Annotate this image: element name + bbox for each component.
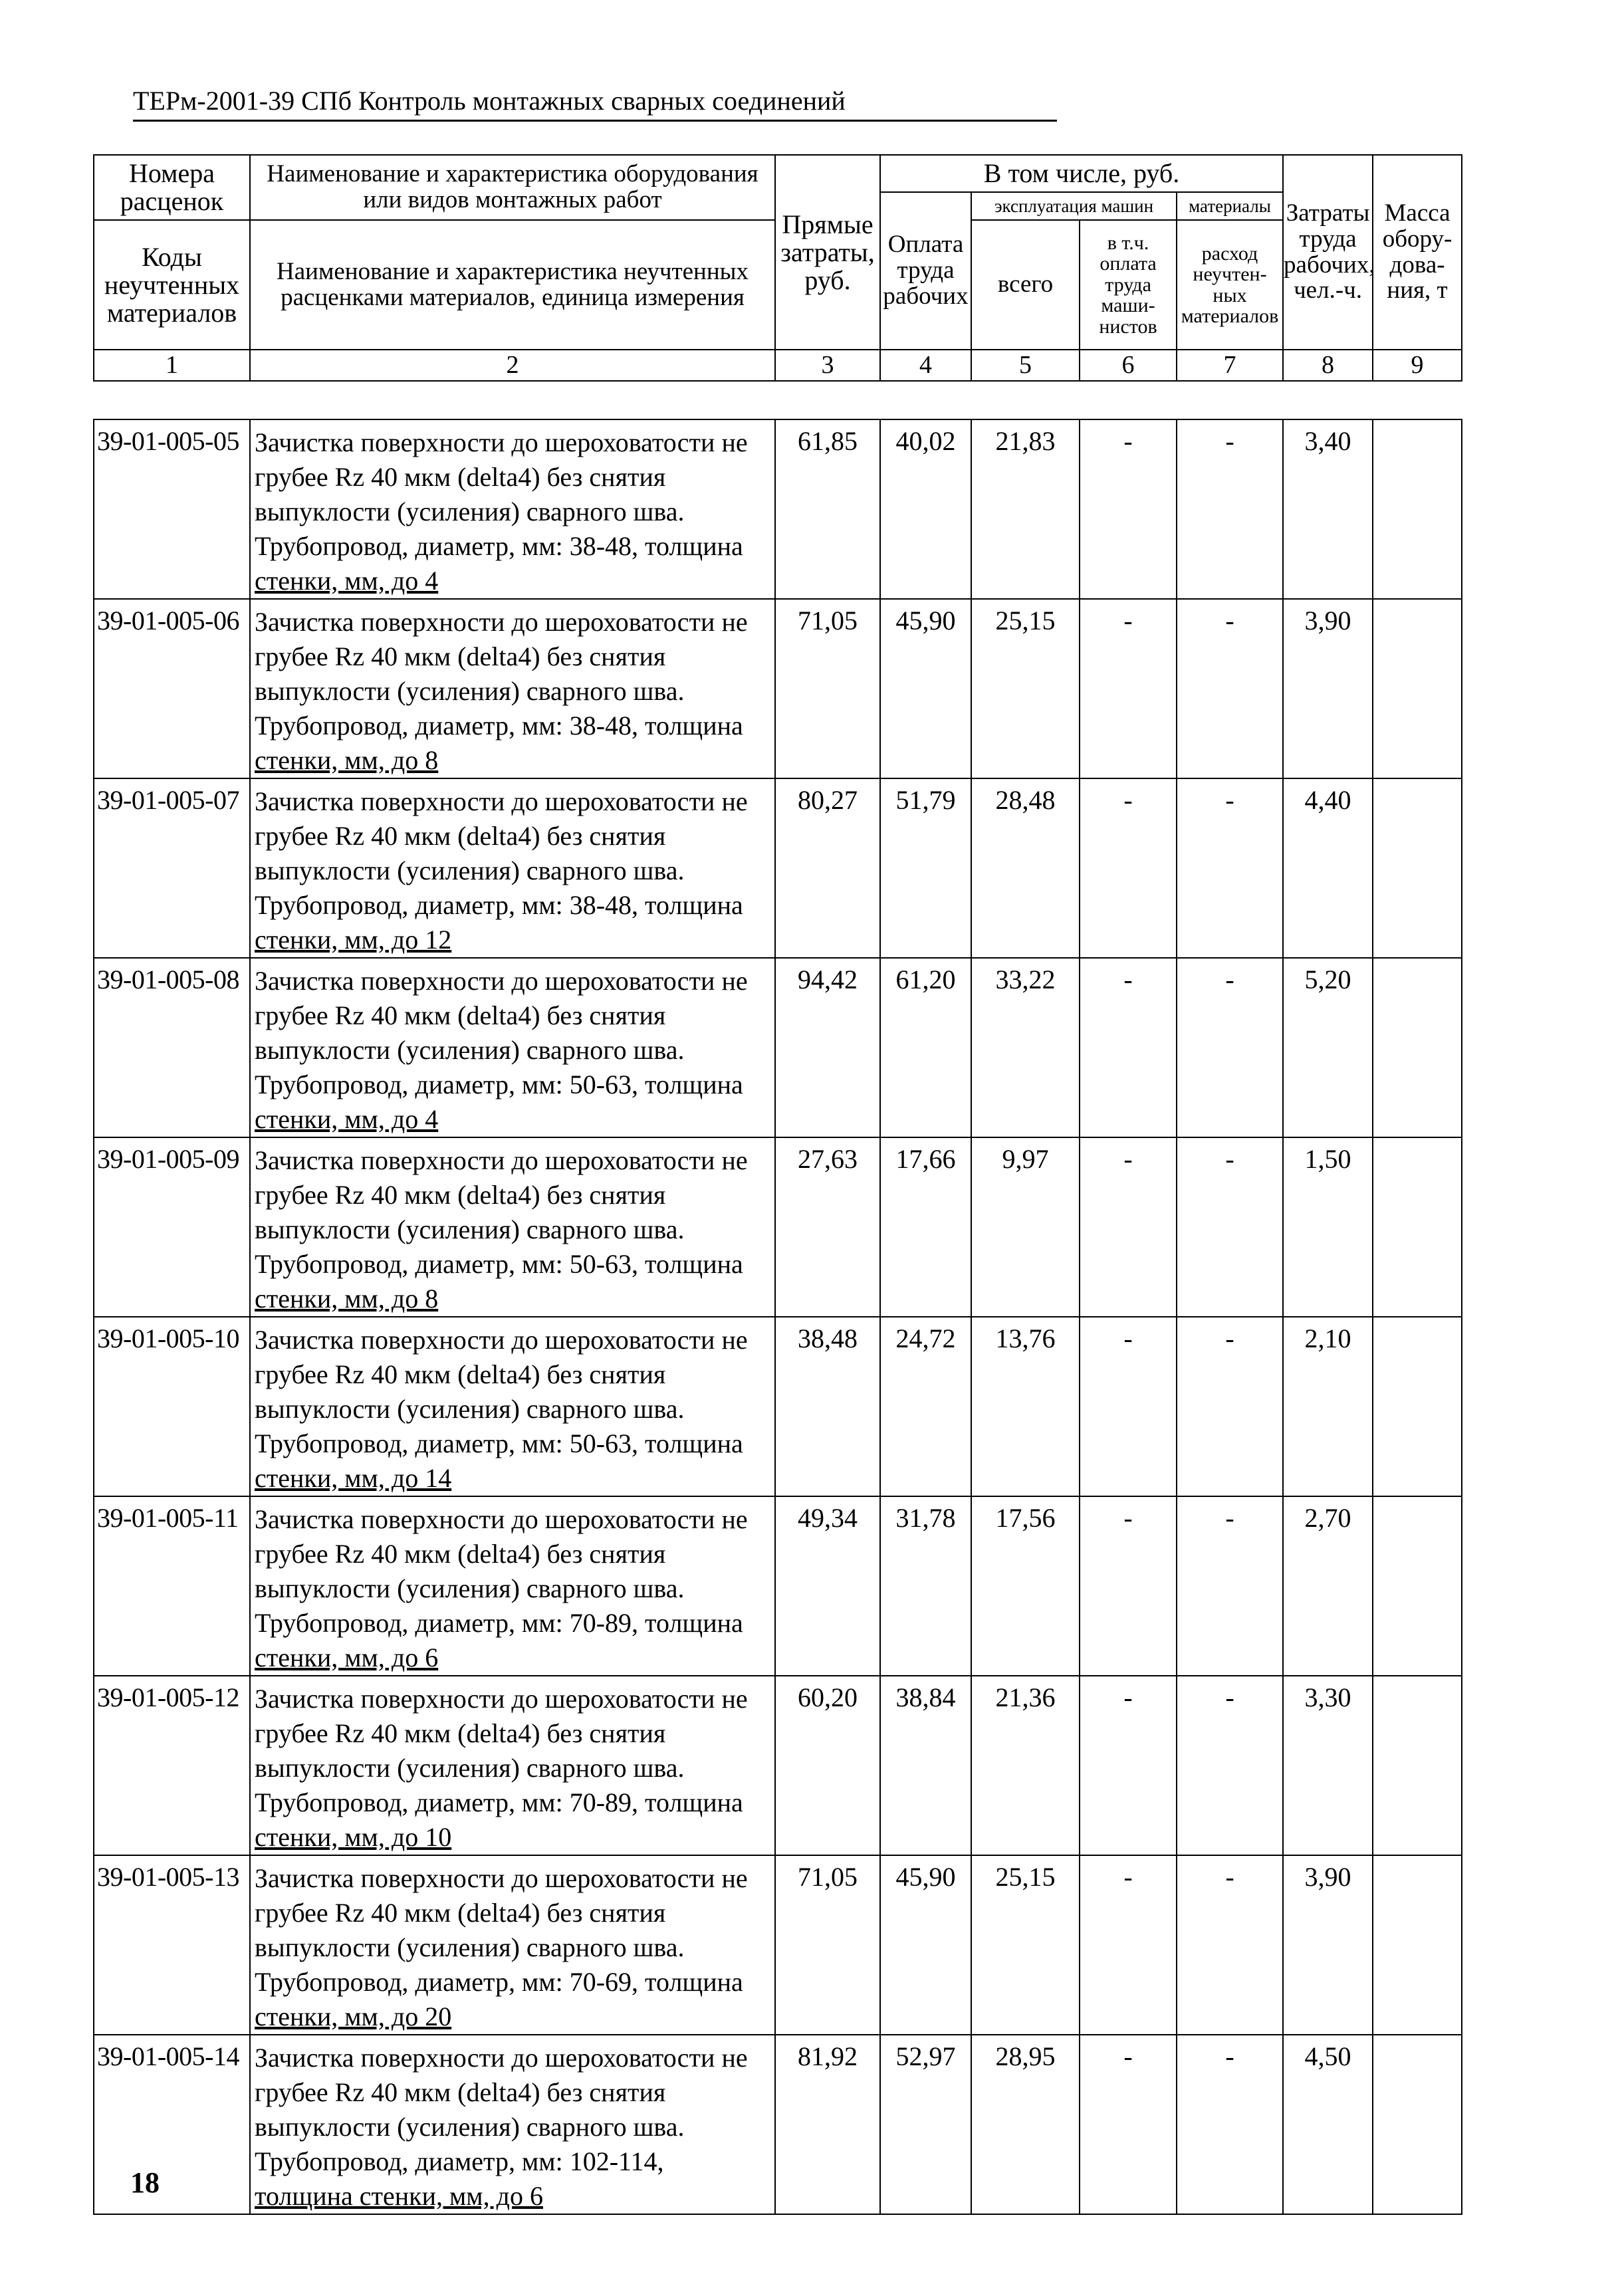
description-line: грубее Rz 40 мкм (delta4) без снятия [255, 1718, 666, 1748]
labor-hours-cell: 2,70 [1283, 1496, 1373, 1676]
machines-total-cell: 21,83 [971, 419, 1080, 599]
description-line: выпуклости (усиления) сварного шва. [255, 1753, 685, 1783]
header-index-4: 4 [880, 350, 971, 381]
labor-pay-cell: 38,84 [880, 1676, 971, 1855]
labor-pay-cell: 45,90 [880, 1855, 971, 2035]
header-index-2: 2 [250, 350, 775, 381]
description-line: Зачистка поверхности до шероховатости не [255, 1504, 748, 1534]
direct-costs-cell: 49,34 [775, 1496, 880, 1676]
header-group-rub: В том числе, руб. [880, 155, 1283, 192]
machines-total-cell: 9,97 [971, 1137, 1080, 1317]
equipment-mass-cell [1373, 2035, 1462, 2214]
description-line: грубее Rz 40 мкм (delta4) без снятия [255, 1898, 666, 1928]
labor-hours-cell: 3,30 [1283, 1676, 1373, 1855]
unaccounted-materials-cell: - [1177, 419, 1283, 599]
labor-pay-cell: 52,97 [880, 2035, 971, 2214]
rate-description [250, 1855, 775, 2035]
equipment-mass-cell [1373, 1676, 1462, 1855]
description-line: выпуклости (усиления) сварного шва. [255, 1932, 685, 1962]
direct-costs-cell: 27,63 [775, 1137, 880, 1317]
description-line: грубее Rz 40 мкм (delta4) без снятия [255, 2077, 666, 2107]
header-index-3: 3 [775, 350, 880, 381]
rate-description [250, 1317, 775, 1496]
description-line: выпуклости (усиления) сварного шва. [255, 497, 685, 526]
header-index-7: 7 [1177, 350, 1283, 381]
unaccounted-materials-cell: - [1177, 1855, 1283, 2035]
description-line: стенки, мм, до 12 [255, 925, 452, 955]
labor-hours-cell: 3,90 [1283, 1855, 1373, 2035]
machines-total-cell: 17,56 [971, 1496, 1080, 1676]
header-labor-pay: Оплата труда рабочих [880, 192, 971, 350]
rate-description [250, 1496, 775, 1676]
description-line: Трубопровод, диаметр, мм: 102-114, [255, 2146, 664, 2176]
header-col1-bottom: Коды неучтенных материалов [94, 220, 250, 350]
header-col2-top: Наименование и характеристика оборудования или видов монтажных работ [250, 155, 775, 220]
table-row [94, 1137, 1462, 1317]
labor-pay-cell: 24,72 [880, 1317, 971, 1496]
unaccounted-materials-cell: - [1177, 2035, 1283, 2214]
description-line: Трубопровод, диаметр, мм: 70-69, толщина [255, 1967, 743, 1997]
description-line: грубее Rz 40 мкм (delta4) без снятия [255, 641, 666, 671]
unaccounted-materials-cell: - [1177, 1317, 1283, 1496]
machines-total-cell: 21,36 [971, 1676, 1080, 1855]
header-table [93, 154, 1462, 382]
machines-total-cell: 28,95 [971, 2035, 1080, 2214]
header-index-1: 1 [94, 350, 250, 381]
rate-description [250, 599, 775, 778]
description-line: стенки, мм, до 8 [255, 745, 439, 775]
rate-description [250, 2035, 775, 2214]
description-line: стенки, мм, до 4 [255, 1104, 439, 1134]
description-line: стенки, мм, до 6 [255, 1643, 439, 1672]
header-col2-bottom: Наименование и характеристика неучтенных расценками материалов, единица измерения [250, 220, 775, 350]
description-line: грубее Rz 40 мкм (delta4) без снятия [255, 1539, 666, 1569]
direct-costs-cell: 80,27 [775, 778, 880, 958]
unaccounted-materials-cell: - [1177, 778, 1283, 958]
header-machines-total: всего [971, 220, 1080, 350]
header-machines: эксплуатация машин [971, 192, 1177, 220]
description-line: Зачистка поверхности до шероховатости не [255, 607, 748, 637]
title-underline [133, 120, 1057, 122]
page-number: 18 [130, 2166, 160, 2199]
description-line: выпуклости (усиления) сварного шва. [255, 1573, 685, 1603]
labor-pay-cell: 40,02 [880, 419, 971, 599]
description-line: Трубопровод, диаметр, мм: 50-63, толщина [255, 1249, 743, 1279]
description-line: грубее Rz 40 мкм (delta4) без снятия [255, 462, 666, 492]
direct-costs-cell: 71,05 [775, 599, 880, 778]
rate-description [250, 1676, 775, 1855]
unaccounted-materials-cell: - [1177, 1676, 1283, 1855]
machines-total-cell: 25,15 [971, 1855, 1080, 2035]
labor-hours-cell: 3,40 [1283, 419, 1373, 599]
description-line: Зачистка поверхности до шероховатости не [255, 2043, 748, 2073]
description-line: стенки, мм, до 14 [255, 1463, 452, 1493]
description-line: Зачистка поверхности до шероховатости не [255, 966, 748, 996]
unaccounted-materials-cell: - [1177, 599, 1283, 778]
machinist-pay-cell: - [1080, 1855, 1177, 2035]
description-line: Трубопровод, диаметр, мм: 70-89, толщина [255, 1787, 743, 1817]
description-line: Трубопровод, диаметр, мм: 38-48, толщина [255, 890, 743, 920]
description-line: Зачистка поверхности до шероховатости не [255, 1684, 748, 1714]
header-machinist-pay: в т.ч. оплата труда маши-нистов [1080, 220, 1177, 350]
description-line: грубее Rz 40 мкм (delta4) без снятия [255, 1359, 666, 1389]
machinist-pay-cell: - [1080, 1496, 1177, 1676]
header-index-5: 5 [971, 350, 1080, 381]
machinist-pay-cell: - [1080, 2035, 1177, 2214]
direct-costs-cell: 94,42 [775, 958, 880, 1137]
equipment-mass-cell [1373, 958, 1462, 1137]
description-line: Зачистка поверхности до шероховатости не [255, 1325, 748, 1355]
description-line: грубее Rz 40 мкм (delta4) без снятия [255, 821, 666, 851]
machines-total-cell: 25,15 [971, 599, 1080, 778]
table-row [94, 1496, 1462, 1676]
equipment-mass-cell [1373, 1317, 1462, 1496]
rate-description [250, 419, 775, 599]
labor-pay-cell: 45,90 [880, 599, 971, 778]
header-labor-hours: Затраты труда рабочих, чел.-ч. [1283, 155, 1373, 350]
description-line: Трубопровод, диаметр, мм: 38-48, толщина [255, 531, 743, 561]
description-line: выпуклости (усиления) сварного шва. [255, 1214, 685, 1244]
description-line: Трубопровод, диаметр, мм: 50-63, толщина [255, 1428, 743, 1458]
rate-code: 39-01-005-05 [94, 419, 250, 599]
labor-hours-cell: 2,10 [1283, 1317, 1373, 1496]
description-line: Зачистка поверхности до шероховатости не [255, 1863, 748, 1893]
direct-costs-cell: 61,85 [775, 419, 880, 599]
unaccounted-materials-cell: - [1177, 958, 1283, 1137]
description-line: грубее Rz 40 мкм (delta4) без снятия [255, 1180, 666, 1210]
equipment-mass-cell [1373, 1855, 1462, 2035]
direct-costs-cell: 38,48 [775, 1317, 880, 1496]
equipment-mass-cell [1373, 1137, 1462, 1317]
header-index-6: 6 [1080, 350, 1177, 381]
machinist-pay-cell: - [1080, 958, 1177, 1137]
unaccounted-materials-cell: - [1177, 1137, 1283, 1317]
machinist-pay-cell: - [1080, 419, 1177, 599]
description-line: выпуклости (усиления) сварного шва. [255, 1035, 685, 1065]
rate-code: 39-01-005-13 [94, 1855, 250, 2035]
machinist-pay-cell: - [1080, 1137, 1177, 1317]
machinist-pay-cell: - [1080, 1676, 1177, 1855]
description-line: стенки, мм, до 4 [255, 566, 439, 596]
labor-hours-cell: 1,50 [1283, 1137, 1373, 1317]
rate-code: 39-01-005-07 [94, 778, 250, 958]
header-direct-costs: Прямые затраты, руб. [775, 155, 880, 350]
description-line: грубее Rz 40 мкм (delta4) без снятия [255, 1000, 666, 1030]
labor-pay-cell: 51,79 [880, 778, 971, 958]
rate-code: 39-01-005-14 [94, 2035, 250, 2214]
table-row [94, 778, 1462, 958]
machinist-pay-cell: - [1080, 778, 1177, 958]
rate-description [250, 1137, 775, 1317]
header-equipment-mass: Масса обору-дова-ния, т [1373, 155, 1462, 350]
labor-hours-cell: 4,50 [1283, 2035, 1373, 2214]
equipment-mass-cell [1373, 419, 1462, 599]
header-index-8: 8 [1283, 350, 1373, 381]
table-row [94, 1676, 1462, 1855]
labor-pay-cell: 17,66 [880, 1137, 971, 1317]
rate-code: 39-01-005-08 [94, 958, 250, 1137]
description-line: Зачистка поверхности до шероховатости не [255, 1145, 748, 1175]
labor-hours-cell: 4,40 [1283, 778, 1373, 958]
rate-code: 39-01-005-10 [94, 1317, 250, 1496]
description-line: Трубопровод, диаметр, мм: 50-63, толщина [255, 1070, 743, 1099]
labor-hours-cell: 3,90 [1283, 599, 1373, 778]
labor-pay-cell: 31,78 [880, 1496, 971, 1676]
equipment-mass-cell [1373, 599, 1462, 778]
rate-code: 39-01-005-12 [94, 1676, 250, 1855]
description-line: стенки, мм, до 8 [255, 1284, 439, 1313]
header-materials: материалы [1177, 192, 1283, 220]
table-row [94, 958, 1462, 1137]
labor-hours-cell: 5,20 [1283, 958, 1373, 1137]
rate-description [250, 958, 775, 1137]
description-line: выпуклости (усиления) сварного шва. [255, 2112, 685, 2142]
description-line: Трубопровод, диаметр, мм: 38-48, толщина [255, 711, 743, 741]
table-row [94, 1317, 1462, 1496]
header-unaccounted-materials: расход неучтен-ных материалов [1177, 220, 1283, 350]
description-line: Зачистка поверхности до шероховатости не [255, 786, 748, 816]
description-line: стенки, мм, до 20 [255, 2001, 452, 2031]
unaccounted-materials-cell: - [1177, 1496, 1283, 1676]
machinist-pay-cell: - [1080, 1317, 1177, 1496]
machines-total-cell: 28,48 [971, 778, 1080, 958]
equipment-mass-cell [1373, 778, 1462, 958]
rates-table [93, 419, 1462, 2215]
direct-costs-cell: 60,20 [775, 1676, 880, 1855]
description-line: толщина стенки, мм, до 6 [255, 2181, 543, 2211]
description-line: выпуклости (усиления) сварного шва. [255, 856, 685, 885]
rate-description [250, 778, 775, 958]
machines-total-cell: 33,22 [971, 958, 1080, 1137]
direct-costs-cell: 81,92 [775, 2035, 880, 2214]
table-row [94, 599, 1462, 778]
labor-pay-cell: 61,20 [880, 958, 971, 1137]
header-col1-top: Номера расценок [94, 155, 250, 220]
description-line: выпуклости (усиления) сварного шва. [255, 676, 685, 706]
rate-code: 39-01-005-11 [94, 1496, 250, 1676]
direct-costs-cell: 71,05 [775, 1855, 880, 2035]
rate-code: 39-01-005-06 [94, 599, 250, 778]
description-line: Трубопровод, диаметр, мм: 70-89, толщина [255, 1608, 743, 1638]
description-line: Зачистка поверхности до шероховатости не [255, 427, 748, 457]
rate-code: 39-01-005-09 [94, 1137, 250, 1317]
equipment-mass-cell [1373, 1496, 1462, 1676]
machines-total-cell: 13,76 [971, 1317, 1080, 1496]
description-line: выпуклости (усиления) сварного шва. [255, 1394, 685, 1424]
table-row [94, 2035, 1462, 2214]
header-index-9: 9 [1373, 350, 1462, 381]
table-row [94, 1855, 1462, 2035]
document-title: ТЕРм-2001-39 СПб Контроль монтажных сварных соединений [133, 86, 846, 116]
table-row [94, 419, 1462, 599]
description-line: стенки, мм, до 10 [255, 1822, 452, 1852]
machinist-pay-cell: - [1080, 599, 1177, 778]
